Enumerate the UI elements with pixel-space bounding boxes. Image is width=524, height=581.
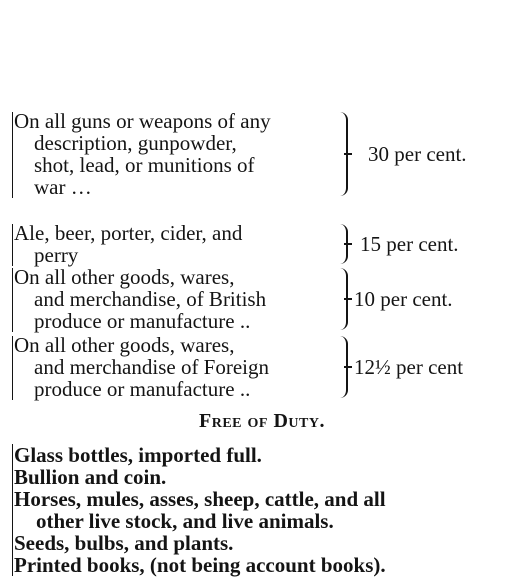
brace-point (344, 153, 352, 155)
brace-point (344, 243, 352, 245)
free-item: Glass bottles, imported full. (14, 443, 262, 467)
group-line: and merchandise, of British (34, 287, 267, 311)
group-line: Ale, beer, porter, cider, and (14, 221, 243, 245)
group-line: On all other goods, wares, (14, 265, 235, 289)
group-line: description, gunpowder, (34, 131, 237, 155)
group-line: perry (34, 243, 79, 267)
section-heading: Free of Duty. (199, 410, 325, 432)
free-item: Bullion and coin. (14, 465, 167, 489)
margin-rule (12, 268, 16, 332)
group-line: On all other goods, wares, (14, 333, 235, 357)
tariff-group-foreign-goods (14, 334, 518, 400)
tariff-group-guns (14, 110, 518, 198)
group-line: On all guns or weapons of any (14, 109, 271, 133)
margin-rule (12, 336, 16, 400)
tariff-group-british-goods (14, 266, 518, 332)
free-item: Horses, mules, asses, sheep, cattle, and all (14, 487, 386, 511)
brace-point (344, 298, 352, 300)
tariff-rate: 15 per cent. (360, 232, 459, 256)
tariff-rate: 30 per cent. (368, 142, 467, 166)
group-line: produce or manufacture .. (34, 309, 251, 333)
group-line: shot, lead, or munitions of (34, 153, 255, 177)
margin-rule (12, 444, 16, 576)
free-item: Printed books, (not being account books). (14, 553, 386, 577)
free-item: Seeds, bulbs, and plants. (14, 531, 234, 555)
free-item: other live stock, and live animals. (36, 509, 334, 533)
group-line: and merchandise of Foreign (34, 355, 270, 379)
tariff-rate: 12½ per cent (354, 355, 464, 379)
tariff-rate: 10 per cent. (354, 287, 453, 311)
group-line: war … (34, 175, 92, 199)
margin-rule (12, 224, 16, 266)
brace-point (344, 366, 352, 368)
group-line: produce or manufacture .. (34, 377, 251, 401)
tariff-group-ale (14, 222, 518, 266)
margin-rule (12, 112, 16, 198)
